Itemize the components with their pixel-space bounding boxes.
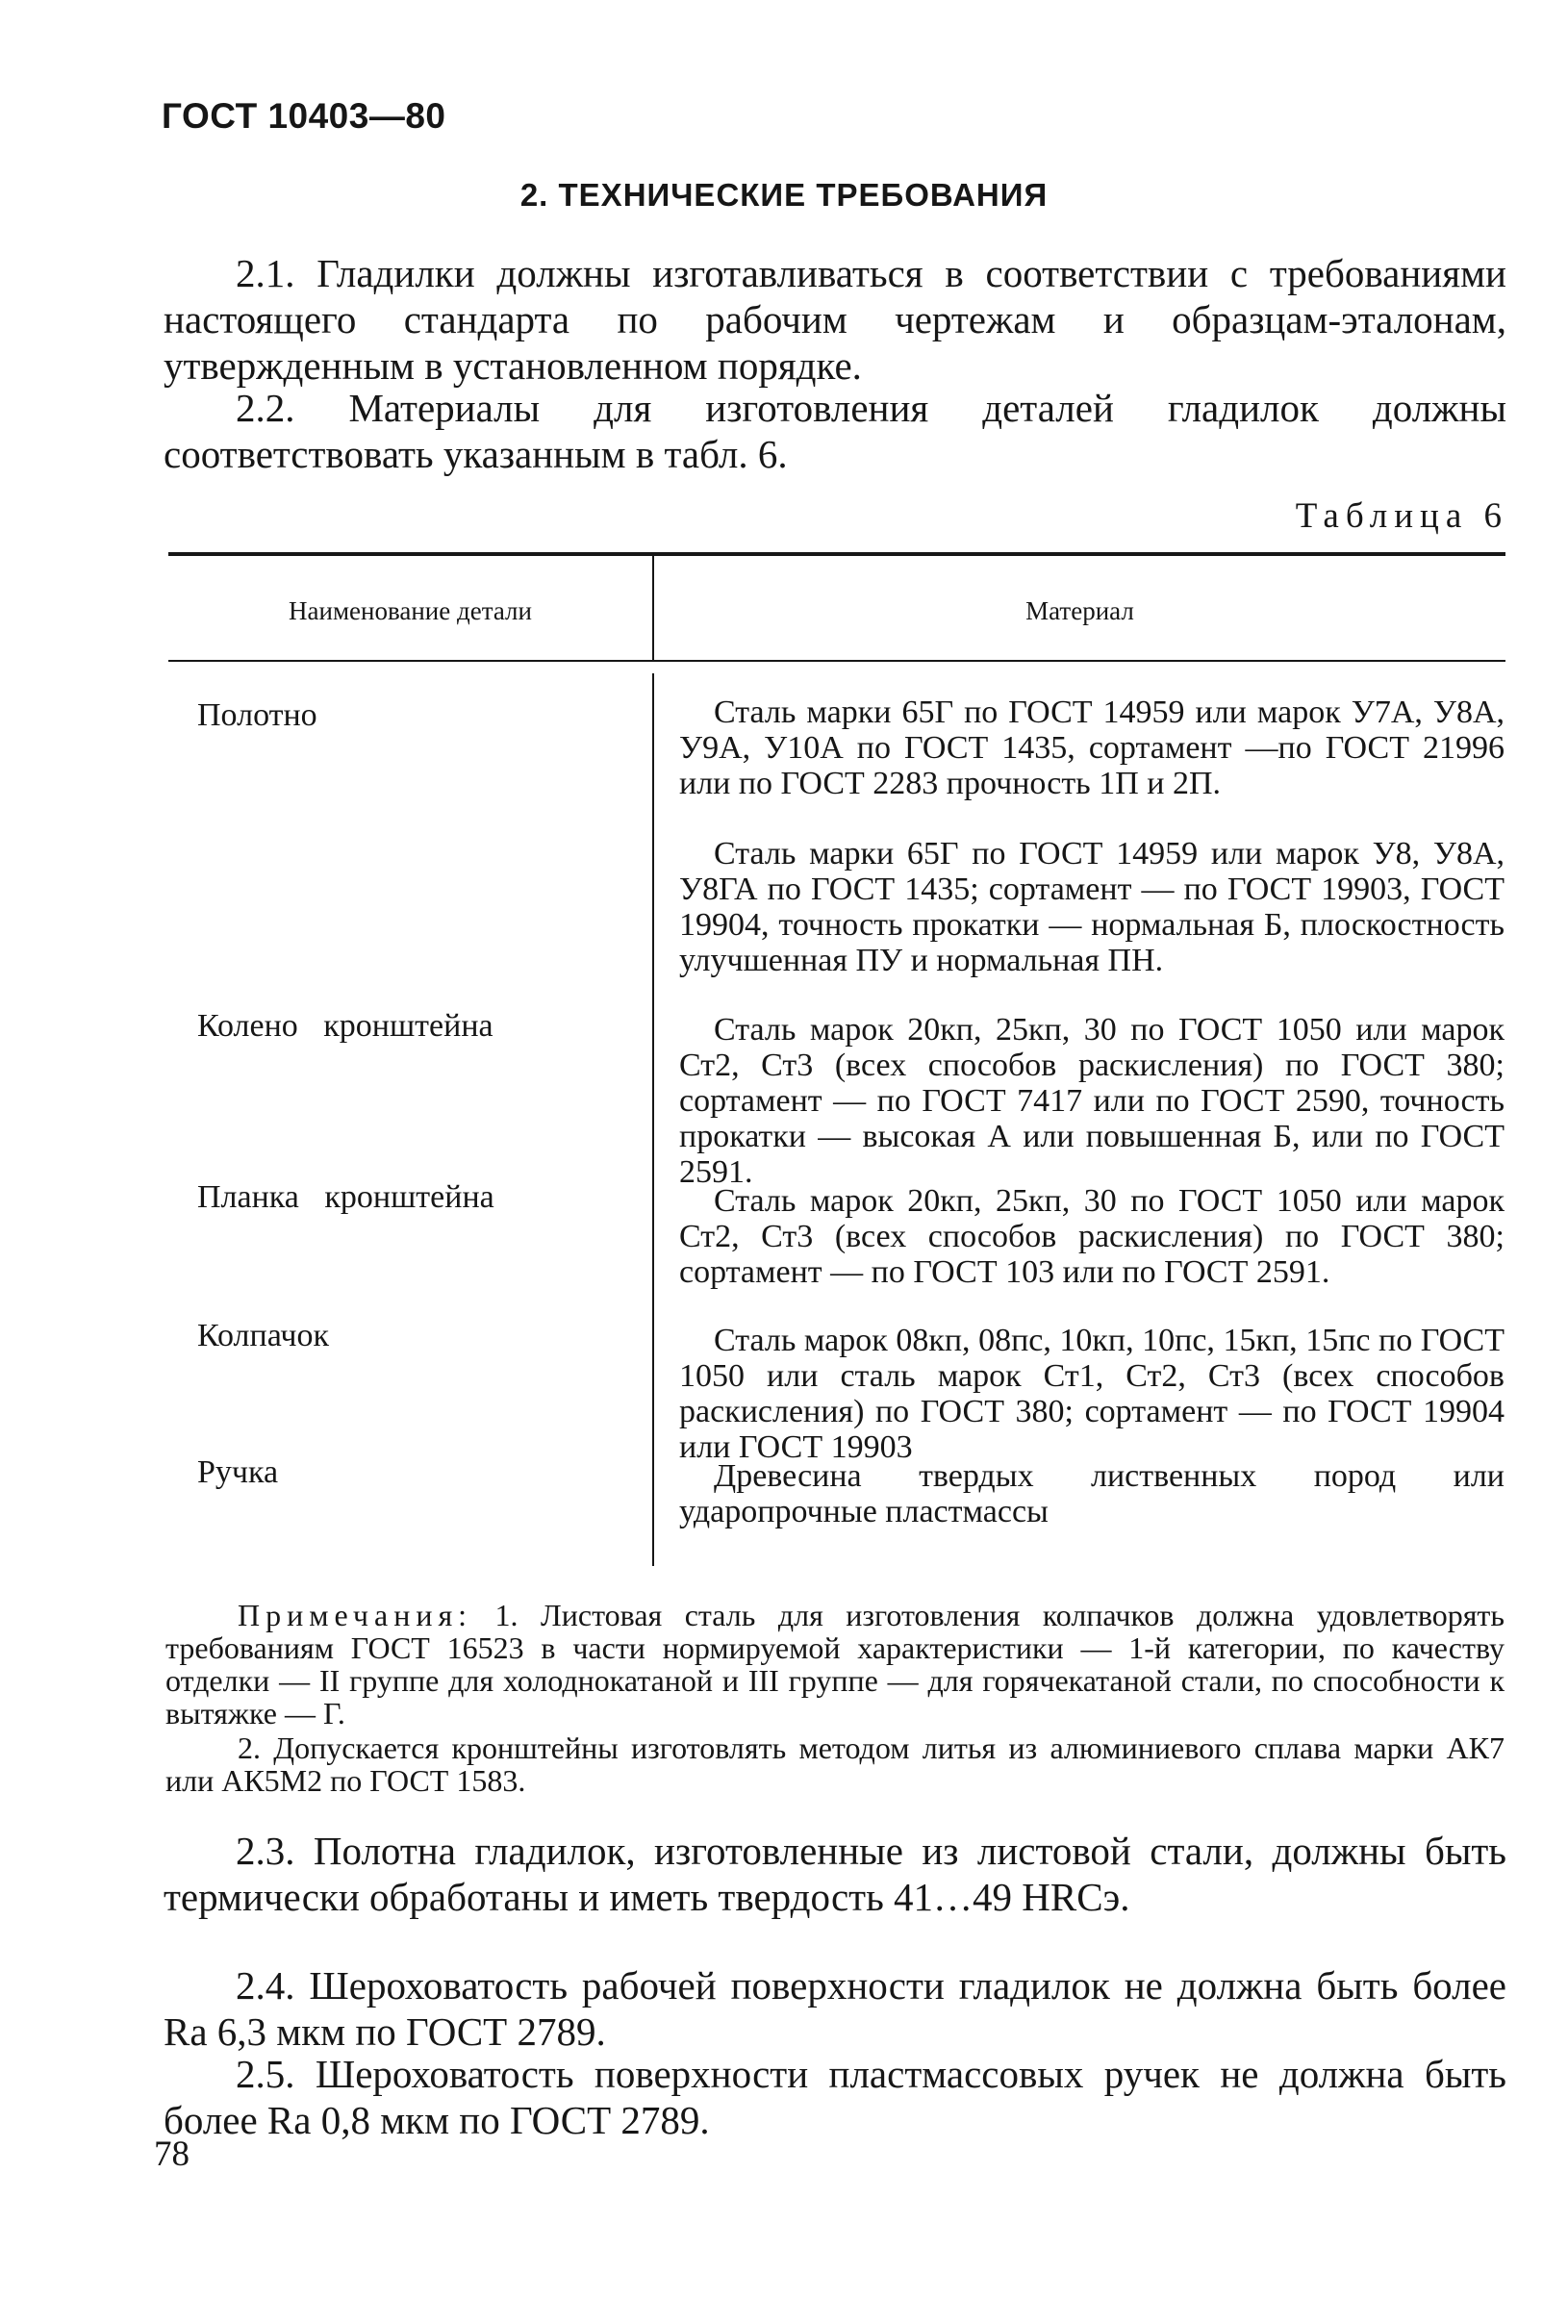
table-notes bbox=[165, 1599, 1505, 1730]
section-title: 2. ТЕХНИЧЕСКИЕ ТРЕБОВАНИЯ bbox=[519, 177, 1049, 213]
table-body-divider bbox=[652, 673, 654, 1566]
paragraph-2-1: 2.1. Гладилки должны изготавливаться в соответствии с требованиями настоящего стандарта по рабочим чертежам и образцам-эталонам, утвержденным в установленном порядке. bbox=[164, 251, 1506, 388]
table-cell-material: Древесина твердых лиственных пород или ударопрочные пластмассы bbox=[679, 1458, 1505, 1529]
table-cell-material: Сталь марок 20кп, 25кп, 30 по ГОСТ 1050 или марок Ст2, Ст3 (всех способов раскисления) по ГОСТ 380; сортамент — по ГОСТ 7417 или по ГОСТ 2590, точность прокатки — высокая А или повышенная Б, или по ГОСТ 2591. bbox=[679, 1012, 1505, 1190]
table-cell-part: Полотно bbox=[197, 697, 317, 733]
table-cell-part: Ручка bbox=[197, 1454, 279, 1490]
paragraph-2-2: 2.2. Материалы для изготовления деталей гладилок должны соответствовать указанным в табл. 6. bbox=[164, 386, 1506, 476]
paragraph-2-3: 2.3. Полотна гладилок, изготовленные из листовой стали, должны быть термически обработаны и иметь твердость 41…49 HRCэ. bbox=[164, 1829, 1506, 1919]
table-cell-material: Сталь марок 20кп, 25кп, 30 по ГОСТ 1050 или марок Ст2, Ст3 (всех способов раскисления) по ГОСТ 380; сортамент — по ГОСТ 103 или по ГОСТ 2591. bbox=[679, 1183, 1505, 1290]
table-cell-part: Колено кронштейна bbox=[197, 1008, 493, 1044]
table-top-rule bbox=[168, 552, 1505, 556]
note-2: 2. Допускается кронштейны изготовлять методом литья из алюминиевого сплава марки АК7 или АК5М2 по ГОСТ 1583. bbox=[165, 1730, 1505, 1798]
note-1: 1. Листовая сталь для изготовления колпачков должна удовлетворять требованиям ГОСТ 16523 в части нормируемой характеристики — 1-й категории, по качеству отделки — II группе для холоднокатаной и III группе — для горячекатаной стали, по способности к вытяжке — Г. bbox=[165, 1598, 1505, 1730]
paragraph-2-5: 2.5. Шероховатость поверхности пластмассовых ручек не должна быть более Ra 0,8 мкм по ГОСТ 2789. bbox=[164, 2052, 1506, 2142]
paragraph-2-4: 2.4. Шероховатость рабочей поверхности гладилок не должна быть более Ra 6,3 мкм по ГОСТ 2789. bbox=[164, 1963, 1506, 2054]
table-header-rule bbox=[168, 660, 1505, 662]
table-cell-material: Сталь марок 08кп, 08пс, 10кп, 10пс, 15кп, 15пс по ГОСТ 1050 или сталь марок Ст1, Ст2, Ст3 (всех способов раскисления) по ГОСТ 380; сортамент — по ГОСТ 19904 или ГОСТ 19903 bbox=[679, 1323, 1505, 1465]
page-number: 78 bbox=[154, 2135, 190, 2174]
table-cell-material: Сталь марки 65Г по ГОСТ 14959 или марок У7А, У8А, У9А, У10А по ГОСТ 1435, сортамент —по ГОСТ 21996 или по ГОСТ 2283 прочность 1П и 2П. bbox=[679, 695, 1505, 801]
notes-label: Примечания: bbox=[238, 1598, 473, 1632]
table-cell-material: Сталь марки 65Г по ГОСТ 14959 или марок У8, У8А, У8ГА по ГОСТ 1435; сортамент — по ГОСТ 19903, ГОСТ 19904, точность прокатки — нормальная Б, плоскостность улучшенная ПУ и нормальная ПН. bbox=[679, 836, 1505, 978]
table-header-part: Наименование детали bbox=[289, 596, 532, 625]
table-caption: Таблица 6 bbox=[1295, 496, 1508, 536]
table-cell-part: Планка кронштейна bbox=[197, 1179, 494, 1215]
table-header-material: Материал bbox=[1025, 596, 1134, 625]
table-cell-part: Колпачок bbox=[197, 1318, 330, 1353]
standard-code: ГОСТ 10403—80 bbox=[162, 96, 446, 136]
